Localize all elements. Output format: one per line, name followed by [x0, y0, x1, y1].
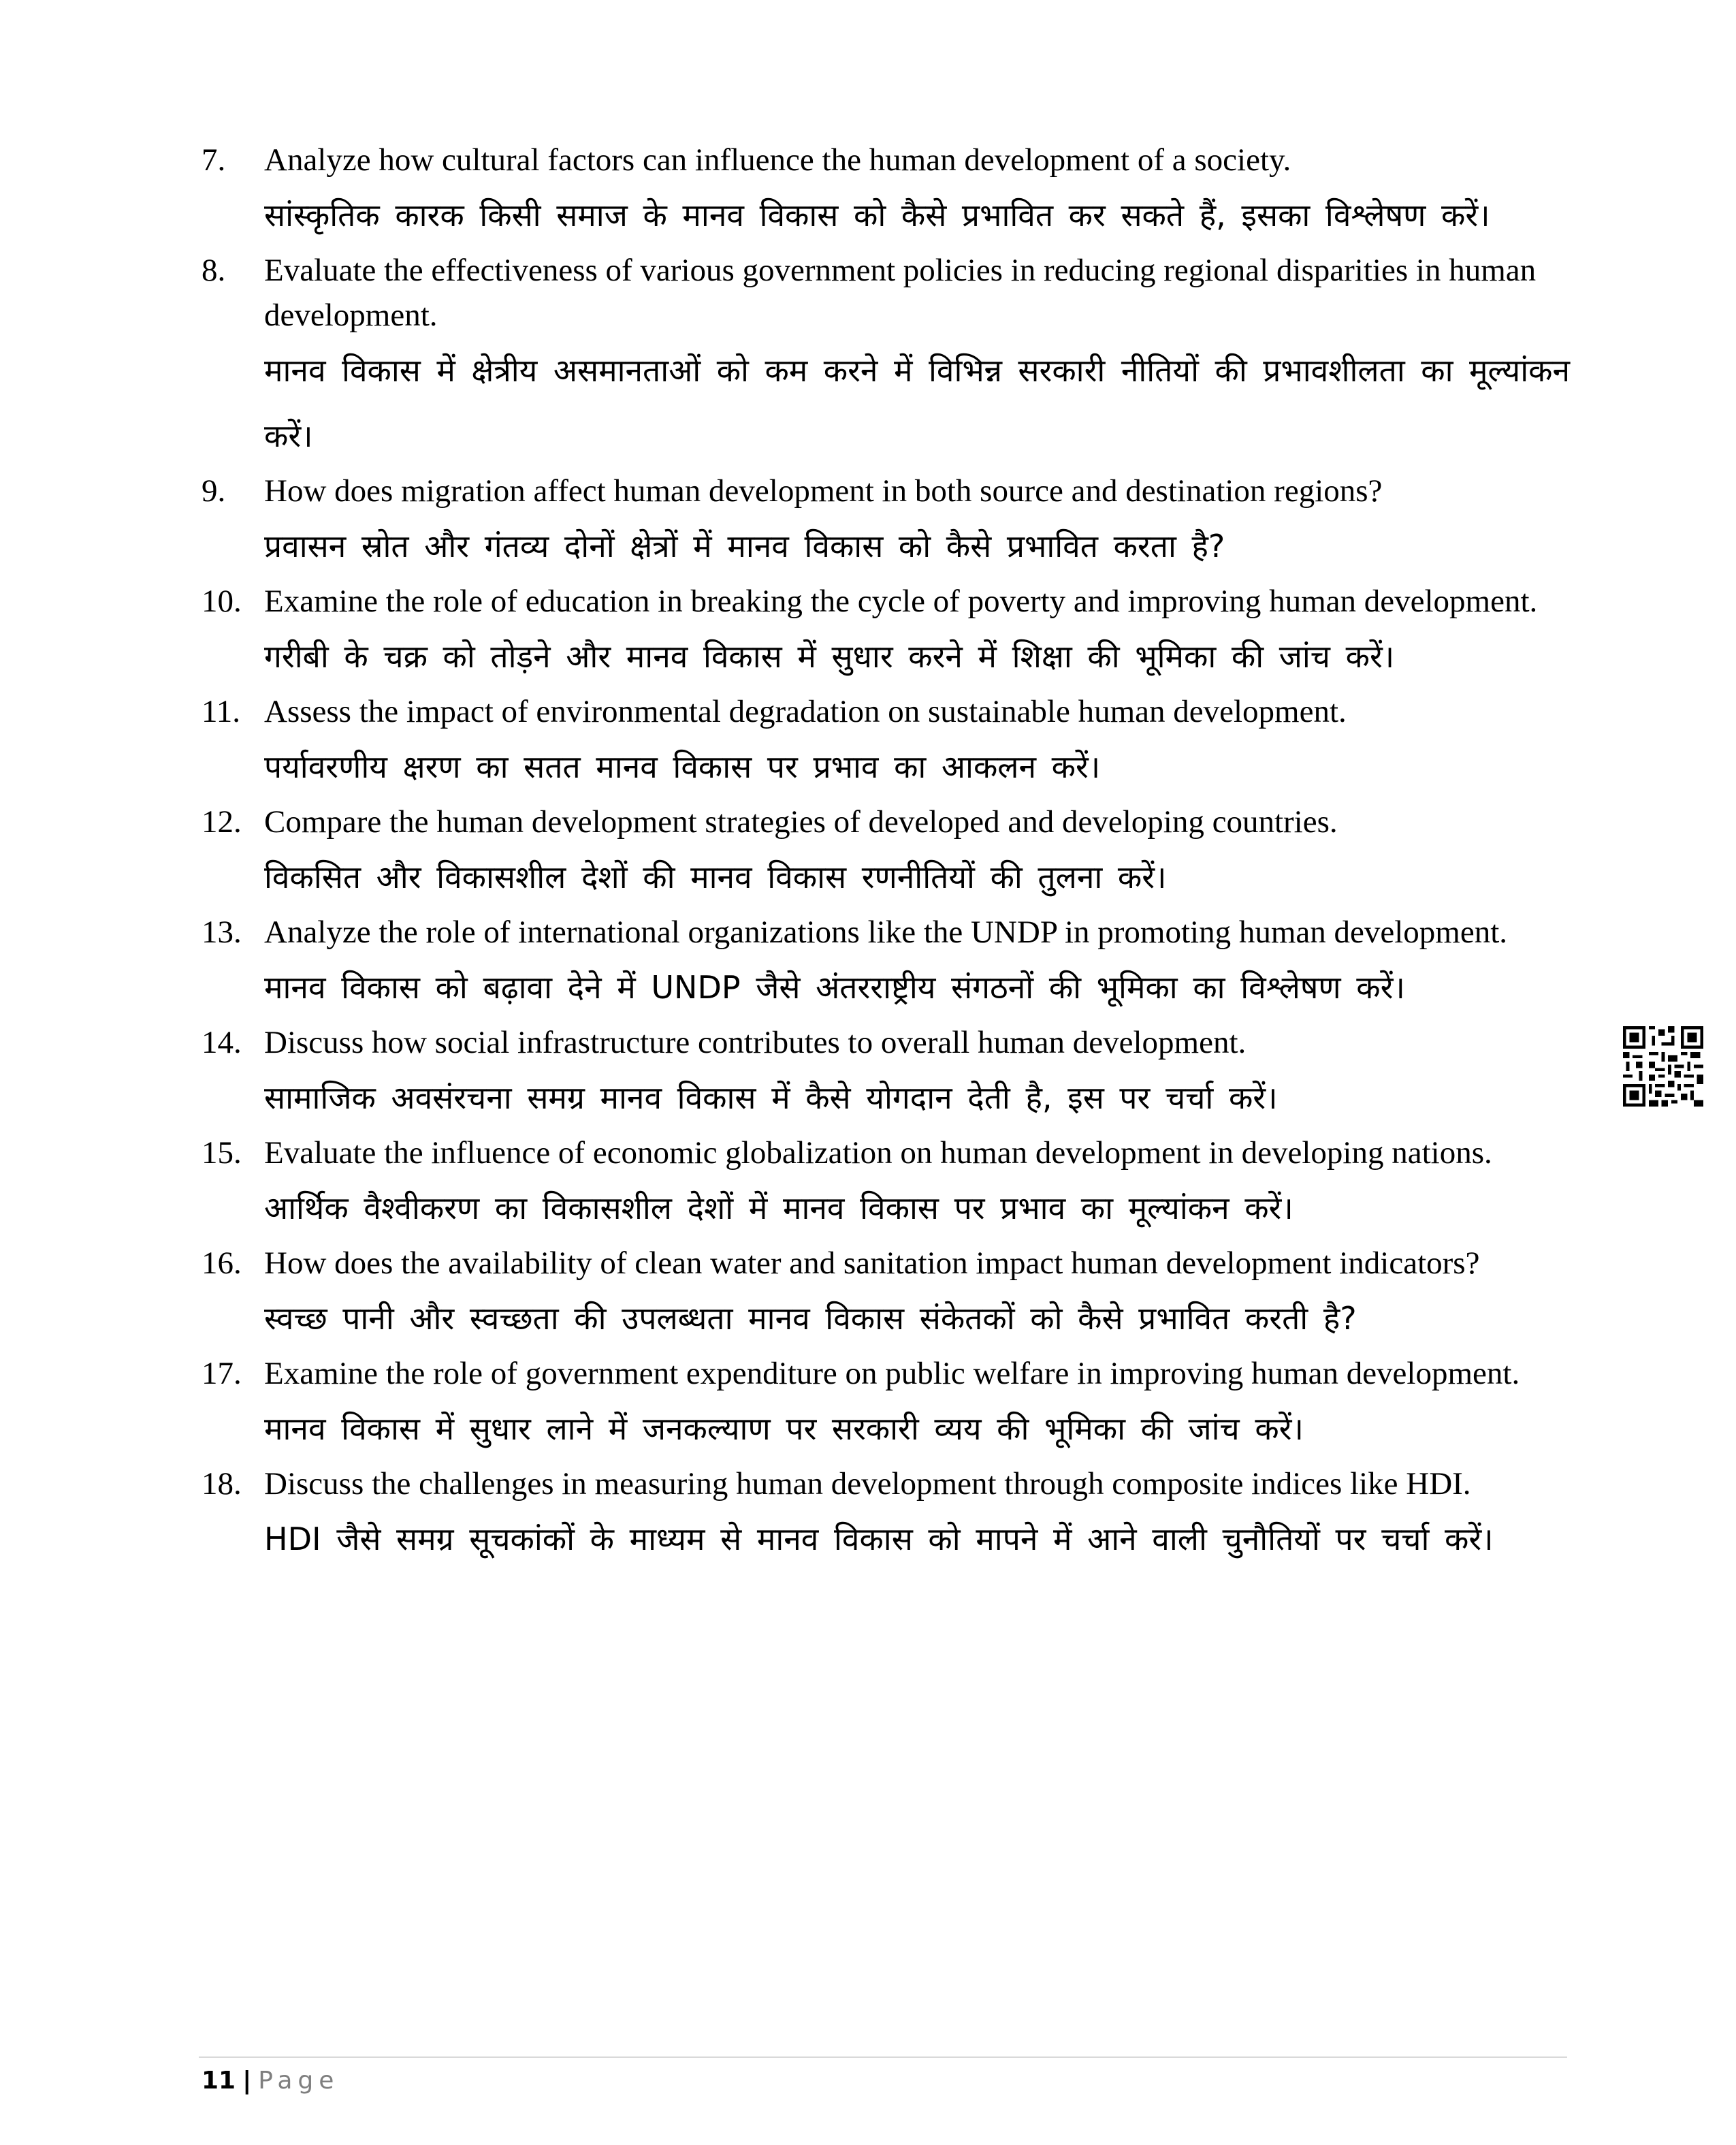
question-number: 15. — [202, 1135, 242, 1171]
question-item — [202, 1130, 1570, 1241]
question-item — [202, 1351, 1570, 1461]
question-english: Discuss how social infrastructure contributes to overall human development. — [264, 1025, 1247, 1060]
question-number: 9. — [202, 473, 226, 509]
question-hindi: सामाजिक अवसंरचना समग्र मानव विकास में कैसे योगदान देती है, इस पर चर्चा करें। — [264, 1079, 1278, 1116]
question-english: Compare the human development strategies of developed and developing countries. — [264, 804, 1338, 840]
question-hindi: गरीबी के चक्र को तोड़ने और मानव विकास में सुधार करने में शिक्षा की भूमिका की जांच करें। — [264, 638, 1395, 675]
question-number: 14. — [202, 1025, 242, 1060]
question-number: 8. — [202, 253, 226, 288]
question-hindi: पर्यावरणीय क्षरण का सतत मानव विकास पर प्रभाव का आकलन करें। — [264, 748, 1101, 785]
question-item — [202, 1461, 1570, 1572]
question-hindi: HDI जैसे समग्र सूचकांकों के माध्यम से मानव विकास को मापने में आने वाली चुनौतियों पर चर्चा करें। — [264, 1521, 1494, 1557]
question-number: 12. — [202, 804, 242, 840]
question-item — [202, 468, 1570, 579]
qr-code-icon — [1623, 1026, 1703, 1107]
question-list — [202, 138, 1570, 1572]
question-item — [202, 799, 1570, 910]
question-number: 10. — [202, 584, 242, 619]
question-item — [202, 1241, 1570, 1351]
question-english: Examine the role of government expenditure on public welfare in improving human development. — [264, 1356, 1520, 1391]
question-item — [202, 138, 1570, 248]
question-number: 13. — [202, 915, 242, 950]
question-item — [202, 910, 1570, 1020]
footer-separator: | — [242, 2067, 252, 2095]
question-hindi: विकसित और विकासशील देशों की मानव विकास रणनीतियों की तुलना करें। — [264, 859, 1167, 895]
question-hindi: प्रवासन स्रोत और गंतव्य दोनों क्षेत्रों में मानव विकास को कैसे प्रभावित करता है? — [264, 528, 1225, 565]
question-item — [202, 689, 1570, 799]
question-item — [202, 579, 1570, 689]
question-number: 17. — [202, 1356, 242, 1391]
page-number: 11 — [202, 2067, 236, 2095]
question-number: 11. — [202, 694, 241, 729]
question-number: 18. — [202, 1466, 242, 1502]
question-hindi: मानव विकास में क्षेत्रीय असमानताओं को कम करने में विभिन्न सरकारी नीतियों की प्रभावशीलता का मूल्यांकन करें। — [264, 352, 1570, 454]
question-english: How does migration affect human development in both source and destination regions? — [264, 473, 1383, 509]
question-english: Analyze how cultural factors can influence the human development of a society. — [264, 142, 1291, 178]
question-item — [202, 1020, 1570, 1130]
question-english: Evaluate the influence of economic globalization on human development in developing nations. — [264, 1135, 1492, 1171]
question-english: Evaluate the effectiveness of various government policies in reducing regional disparities in human development. — [264, 253, 1537, 333]
question-hindi: स्वच्छ पानी और स्वच्छता की उपलब्धता मानव विकास संकेतकों को कैसे प्रभावित करती है? — [264, 1300, 1357, 1337]
question-english: Analyze the role of international organizations like the UNDP in promoting human development. — [264, 915, 1508, 950]
question-number: 7. — [202, 142, 226, 178]
question-hindi: मानव विकास में सुधार लाने में जनकल्याण पर सरकारी व्यय की भूमिका की जांच करें। — [264, 1410, 1304, 1447]
footer-divider — [199, 2056, 1567, 2058]
question-english: How does the availability of clean water and sanitation impact human development indicators? — [264, 1245, 1480, 1281]
question-hindi: सांस्कृतिक कारक किसी समाज के मानव विकास को कैसे प्रभावित कर सकते हैं, इसका विश्लेषण करें। — [264, 197, 1490, 234]
page-footer — [202, 2062, 339, 2100]
question-hindi: मानव विकास को बढ़ावा देने में UNDP जैसे अंतरराष्ट्रीय संगठनों की भूमिका का विश्लेषण करें। — [264, 969, 1405, 1006]
page-label: Page — [258, 2067, 340, 2095]
question-english: Discuss the challenges in measuring human development through composite indices like HDI. — [264, 1466, 1471, 1502]
question-hindi: आर्थिक वैश्वीकरण का विकासशील देशों में मानव विकास पर प्रभाव का मूल्यांकन करें। — [264, 1190, 1293, 1226]
question-english: Examine the role of education in breaking the cycle of poverty and improving human development. — [264, 584, 1538, 619]
question-number: 16. — [202, 1245, 242, 1281]
question-english: Assess the impact of environmental degradation on sustainable human development. — [264, 694, 1347, 729]
question-item — [202, 248, 1570, 468]
